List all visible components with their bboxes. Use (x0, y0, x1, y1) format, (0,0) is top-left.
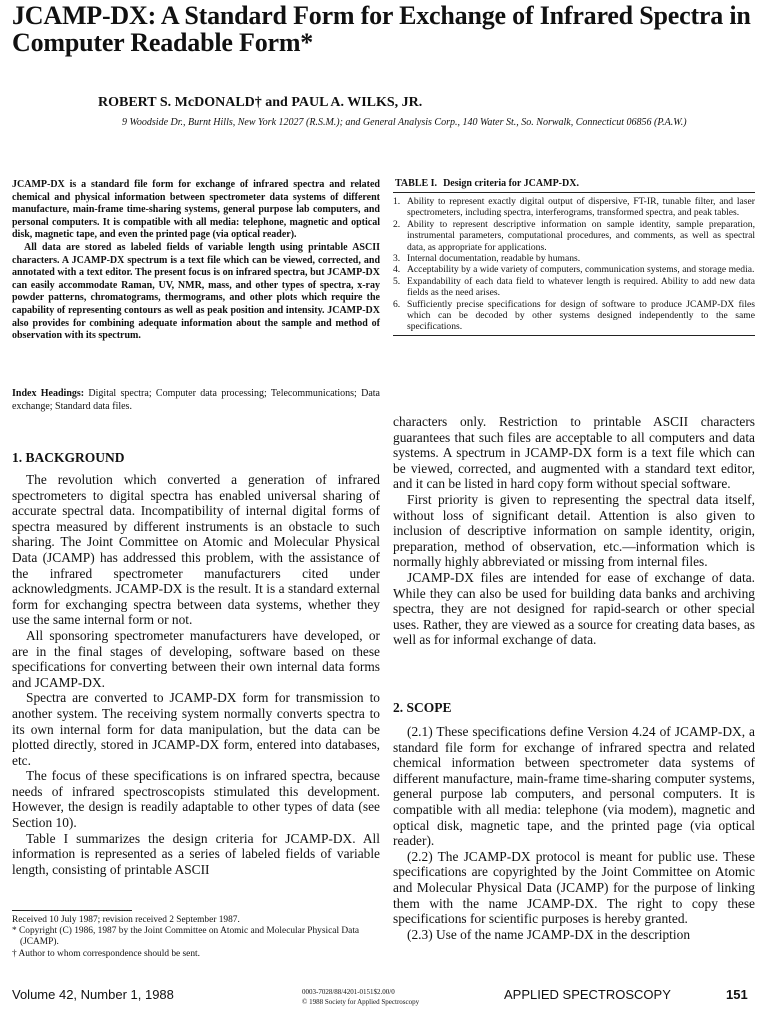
body-paragraph: Table I summarizes the design criteria for JCAMP-DX. All information is represented as a series of labeled fields of variable length, consisting of printable ASCII (12, 830, 380, 877)
criteria-number: 1. (393, 196, 401, 207)
index-headings-text: Digital spectra; Computer data processing; Telecommunications; Data exchange; Standard data files. (12, 388, 380, 412)
section-heading-scope: 2. SCOPE (393, 700, 452, 715)
body-paragraph: JCAMP-DX files are intended for ease of exchange of data. While they can also be used for building data banks and archiving spectra, they are not designed for rapid-search or other special uses. Rather, they are viewed as a source for creating data bases, as well as for informal exchange of data. (393, 569, 755, 648)
background-text (12, 472, 380, 877)
criteria-number: 6. (393, 298, 401, 310)
footnote-copyright: * Copyright (C) 1986, 1987 by the Joint Committee on Atomic and Molecular Physical Data (JCAMP). (12, 926, 360, 948)
footnote-rule (12, 910, 132, 911)
table-label: TABLE I. (395, 178, 438, 189)
section-heading-background: 1. BACKGROUND (12, 450, 125, 465)
scope-text (393, 724, 755, 942)
author-list: ROBERT S. McDONALD† and PAUL A. WILKS, JR. (98, 95, 423, 110)
criteria-text: Internal documentation, readable by humans. (407, 253, 581, 265)
footer-journal-name: APPLIED SPECTROSCOPY (504, 987, 671, 1002)
footnote-received: Received 10 July 1987; revision received 2 September 1987. (12, 915, 240, 925)
criteria-item (393, 253, 755, 264)
body-paragraph: The revolution which converted a generation of infrared spectrometers to digital spectra has enabled universal sharing of accurate spectral data. Incompatibility of internal digital forms of spectra measured by different instruments is an obstacle to such sharing. The Joint Committee on Atomic and Molecular Physical Data (JCAMP) has addressed this problem, with the assistance of the infrared spectrometer manufacturers cited under acknowledgments. JCAMP-DX is the result. It is a standard external form for exchanging spectra between data systems, whether they use the same internal form or not. (12, 472, 380, 628)
footer-issn-block (302, 987, 419, 1007)
criteria-item (393, 264, 755, 275)
criteria-number: 5. (393, 275, 401, 287)
abstract-paragraph: All data are stored as labeled fields of variable length using printable ASCII characters. A JCAMP-DX spectrum is a text file which can be viewed, corrected, and annotated with a text editor. The present focus is on infrared spectra, but JCAMP-DX can easily accommodate Raman, UV, NMR, mass, and other types of spectra, x-ray powder patterns, chromatograms, thermograms, and other plots which require the capability of representing contours as well as peak position and intensity. JCAMP-DX also provides for combining adequate information about the sample and method of observation with its spectrum. (12, 241, 380, 342)
criteria-item (393, 219, 755, 253)
footnotes (12, 910, 380, 960)
author-affiliation: 9 Woodside Dr., Burnt Hills, New York 12027 (R.S.M.); and General Analysis Corp., 140 Water St., So. Norwalk, Connecticut 06856 (P.A.W.) (122, 117, 687, 128)
table-caption (395, 178, 755, 189)
body-paragraph: The focus of these specifications is on infrared spectra, because needs of infrared spectroscopists stimulated this development. However, the design is readily adaptable to other types of data (see Section 10). (12, 768, 380, 831)
criteria-item (393, 299, 755, 333)
footnote-correspondence: † Author to whom correspondence should be sent. (12, 948, 200, 959)
criteria-text: Ability to represent descriptive information on sample identity, sample preparation, instrumental parameters, computational procedures, and comments, as well as spectral data, as appropriate for applications. (407, 218, 755, 253)
body-paragraph-continued: characters only. Restriction to printable ASCII characters guarantees that such files are acceptable to all computers and data systems. A spectrum in JCAMP-DX form is a text file which can be viewed, corrected, and augmented with a standard text editor, and it can be listed in hard copy form without special software. (393, 414, 755, 492)
criteria-number: 2. (393, 218, 401, 230)
criteria-list (393, 196, 755, 333)
body-paragraph: First priority is given to representing the spectral data itself, without loss of significant detail. Attention is also given to inclusion of descriptive information on sample identity, origin, preparation, method of observation, etc.—information which is normally highly abbreviated or missing from internal files. (393, 491, 755, 570)
footer-page-number: 151 (726, 987, 748, 1002)
criteria-text: Acceptability by a wide variety of computers, communication systems, and storage media. (407, 264, 755, 276)
table-title: Design criteria for JCAMP-DX. (443, 178, 579, 189)
criteria-text: Sufficiently precise specifications for design of software to produce JCAMP-DX files which can be decoded by other systems designed independently to the same specifications. (407, 298, 755, 333)
index-headings (12, 388, 380, 413)
body-paragraph: (2.1) These specifications define Version 4.24 of JCAMP-DX, a standard file form for exchange of infrared spectra and related chemical information between spectrometer data systems of different manufacture, main-frame time-sharing computer systems, general purpose lab computers, and personal computers. It is compatible with all media: telephone (via modem), magnetic and optical disk, magnetic tape, and the printed page (via optical reader). (393, 724, 755, 849)
body-paragraph: Spectra are converted to JCAMP-DX form for transmission to another system. The receiving system normally converts spectra to its own internal form for data manipulation, but the data can be plotted directly, stored in JCAMP-DX form, entered into databases, etc. (12, 690, 380, 768)
footer-issn: 0003-7028/88/4201-0151$2.00/0 (302, 988, 395, 996)
article-title: JCAMP-DX: A Standard Form for Exchange of Infrared Spectra in Computer Readable Form* (12, 1, 751, 57)
body-paragraph: (2.2) The JCAMP-DX protocol is meant for public use. These specifications are copyrighted by the Joint Committee on Atomic and Molecular Physical Data (JCAMP) for the purpose of linking them with the name JCAMP-DX. The right to copy these specifications for scientific purposes is hereby granted. (393, 848, 755, 927)
abstract (12, 179, 380, 343)
criteria-number: 4. (393, 264, 401, 276)
abstract-paragraph: JCAMP-DX is a standard file form for exchange of infrared spectra and related chemical and physical information between spectrometer data systems of different manufacture, main-frame time-sharing systems, general purpose lab computers, and personal computers. It is compatible with all media: telephone, magnetic and optical disk, magnetic tape, and even the printed page (via optical reader). (12, 179, 380, 241)
table-top-rule (393, 192, 755, 193)
criteria-item (393, 276, 755, 299)
footer-volume: Volume 42, Number 1, 1988 (12, 987, 174, 1002)
footer-copyright: © 1988 Society for Applied Spectroscopy (302, 998, 420, 1006)
design-criteria-table (393, 178, 755, 336)
criteria-item (393, 196, 755, 219)
right-column-text (393, 414, 755, 648)
criteria-text: Ability to represent exactly digital output of dispersive, FT-IR, tunable filter, and laser spectrometers, including spectra, interferograms, transformed spectra, and peak tables. (407, 196, 755, 219)
index-headings-label: Index Headings: (12, 388, 85, 399)
body-paragraph: All sponsoring spectrometer manufacturers have developed, or are in the final stages of developing, software based on these specifications for converting between their own internal data forms and JCAMP-DX. (12, 627, 380, 690)
criteria-text: Expandability of each data field to whatever length is required. Ability to add new data fields as the need arises. (407, 275, 755, 299)
criteria-number: 3. (393, 253, 401, 265)
body-paragraph: (2.3) Use of the name JCAMP-DX in the description (407, 926, 691, 942)
table-bottom-rule (393, 335, 755, 336)
page-footer (12, 987, 752, 1017)
